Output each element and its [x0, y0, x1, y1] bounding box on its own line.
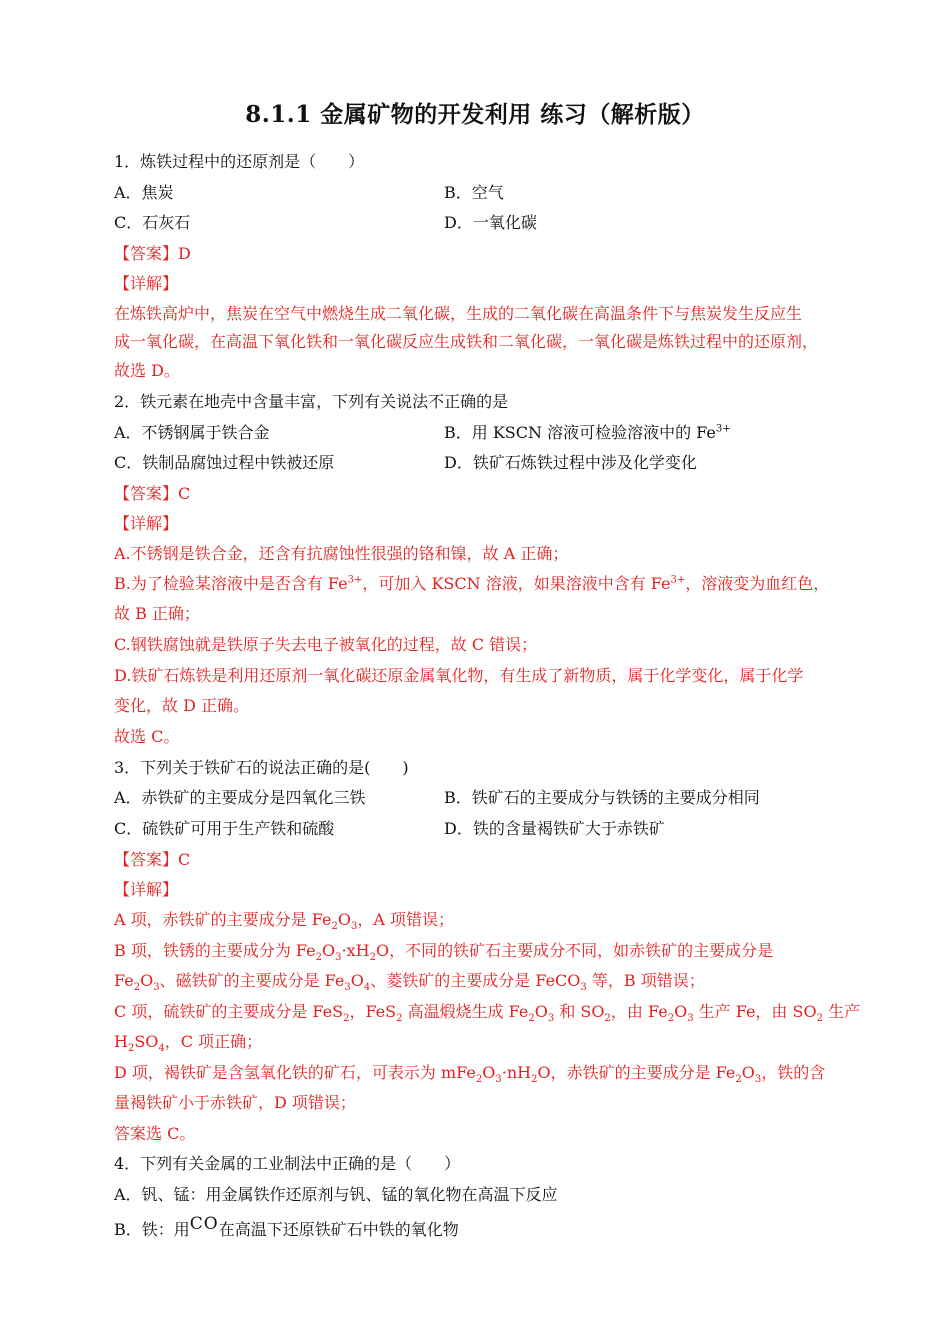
q1-answer: 【答案】D: [114, 244, 191, 263]
q4-stem: 4．下列有关金属的工业制法中正确的是（ ）: [114, 1154, 461, 1173]
q1-detail-line: 在炼铁高炉中，焦炭在空气中燃烧生成二氧化碳，生成的二氧化碳在高温条件下与焦炭发生反应生: [114, 304, 803, 323]
q2-option-a: A．不锈钢属于铁合金: [114, 423, 270, 442]
q3-option-d: D．铁的含量褐铁矿大于赤铁矿: [444, 819, 665, 838]
q4-option-a: A．钒、锰：用金属铁作还原剂与钒、锰的氧化物在高温下反应: [114, 1185, 558, 1204]
q4-option-b: B．铁：用CO在高温下还原铁矿石中铁的氧化物: [114, 1214, 459, 1239]
q1-option-b: B．空气: [444, 183, 504, 202]
q2-stem: 2．铁元素在地壳中含量丰富，下列有关说法不正确的是: [114, 392, 509, 411]
q3-option-a: A．赤铁矿的主要成分是四氧化三铁: [114, 788, 366, 807]
q2-conclusion: 故选 C。: [114, 727, 180, 746]
q3-option-c: C．硫铁矿可用于生产铁和硫酸: [114, 819, 335, 838]
co-formula: CO: [189, 1214, 219, 1234]
q3-detail-b: B 项，铁锈的主要成分为 $Fe_2O_3\cdot xH_2O$，不同的铁矿石主要成分不同，如赤铁矿的主要成分是: [114, 941, 774, 964]
q1-option-c: C．石灰石: [114, 213, 191, 232]
q1-detail-line: 成一氧化碳，在高温下氧化铁和一氧化碳反应生成铁和二氧化碳，一氧化碳是炼铁过程中的还原剂，: [114, 332, 819, 351]
q2-detail-b-cont: 故 B 正确；: [114, 604, 200, 623]
q1-option-d: D．一氧化碳: [444, 213, 537, 232]
q3-detail-a: A 项，赤铁矿的主要成分是 $Fe_2O_3$，A 项错误；: [114, 910, 454, 933]
q2-detail-d: D.铁矿石炼铁是利用还原剂一氧化碳还原金属氧化物，有生成了新物质，属于化学变化，属于化学: [114, 666, 804, 685]
q3-detail-c: C 项，硫铁矿的主要成分是 FeS$_2$，FeS$_2$ 高温煅烧生成 $Fe_2O_3$ 和 $SO_2$，由 $Fe_2O_3$ 生产 Fe，由 $SO_2$ 生产: [114, 1002, 861, 1025]
q3-detail-label: 【详解】: [114, 880, 179, 899]
q1-option-a: A．焦炭: [114, 183, 174, 202]
q2-detail-label: 【详解】: [114, 514, 179, 533]
q2-detail-b: B.为了检验某溶液中是否含有 $Fe^{3+}$，可加入 KSCN 溶液，如果溶液中含有 $Fe^{3+}$，溶液变为血红色，: [114, 574, 830, 593]
q1-stem: 1．炼铁过程中的还原剂是（ ）: [114, 152, 365, 171]
q3-detail-d: D 项，褐铁矿是含氢氧化铁的矿石，可表示为 $mFe_2O_3\cdot nH_2O$，赤铁矿的主要成分是 $Fe_2O_3$，铁的含: [114, 1063, 826, 1086]
q3-detail-d-cont: 量褐铁矿小于赤铁矿，D 项错误；: [114, 1093, 356, 1112]
q2-option-d: D．铁矿石炼铁过程中涉及化学变化: [444, 453, 697, 472]
q3-detail-b-cont: $Fe_2O_3$、磁铁矿的主要成分是 $Fe_3O_4$、菱铁矿的主要成分是 FeCO$_3$ 等，B 项错误；: [114, 971, 705, 994]
q2-detail-d-cont: 变化，故 D 正确。: [114, 696, 250, 715]
q2-detail-a: A.不锈钢是铁合金，还含有抗腐蚀性很强的铬和镍，故 A 正确；: [114, 544, 569, 563]
q3-option-b: B．铁矿石的主要成分与铁锈的主要成分相同: [444, 788, 760, 807]
q2-answer: 【答案】C: [114, 484, 191, 503]
q3-answer: 【答案】C: [114, 850, 191, 869]
q2-option-b: B．用 KSCN 溶液可检验溶液中的 $Fe^{3+}$: [444, 423, 731, 442]
q3-stem: 3．下列关于铁矿石的说法正确的是( ): [114, 758, 409, 777]
q1-detail-line: 故选 D。: [114, 361, 180, 380]
page-title: 8.1.1 金属矿物的开发利用 练习（解析版）: [245, 101, 705, 128]
q1-detail-label: 【详解】: [114, 274, 179, 293]
q3-conclusion: 答案选 C。: [114, 1124, 196, 1143]
q2-detail-c: C.钢铁腐蚀就是铁原子失去电子被氧化的过程，故 C 错误；: [114, 635, 538, 654]
q2-option-c: C．铁制品腐蚀过程中铁被还原: [114, 453, 335, 472]
q3-detail-c-cont: $H_2SO_4$，C 项正确；: [114, 1032, 263, 1055]
